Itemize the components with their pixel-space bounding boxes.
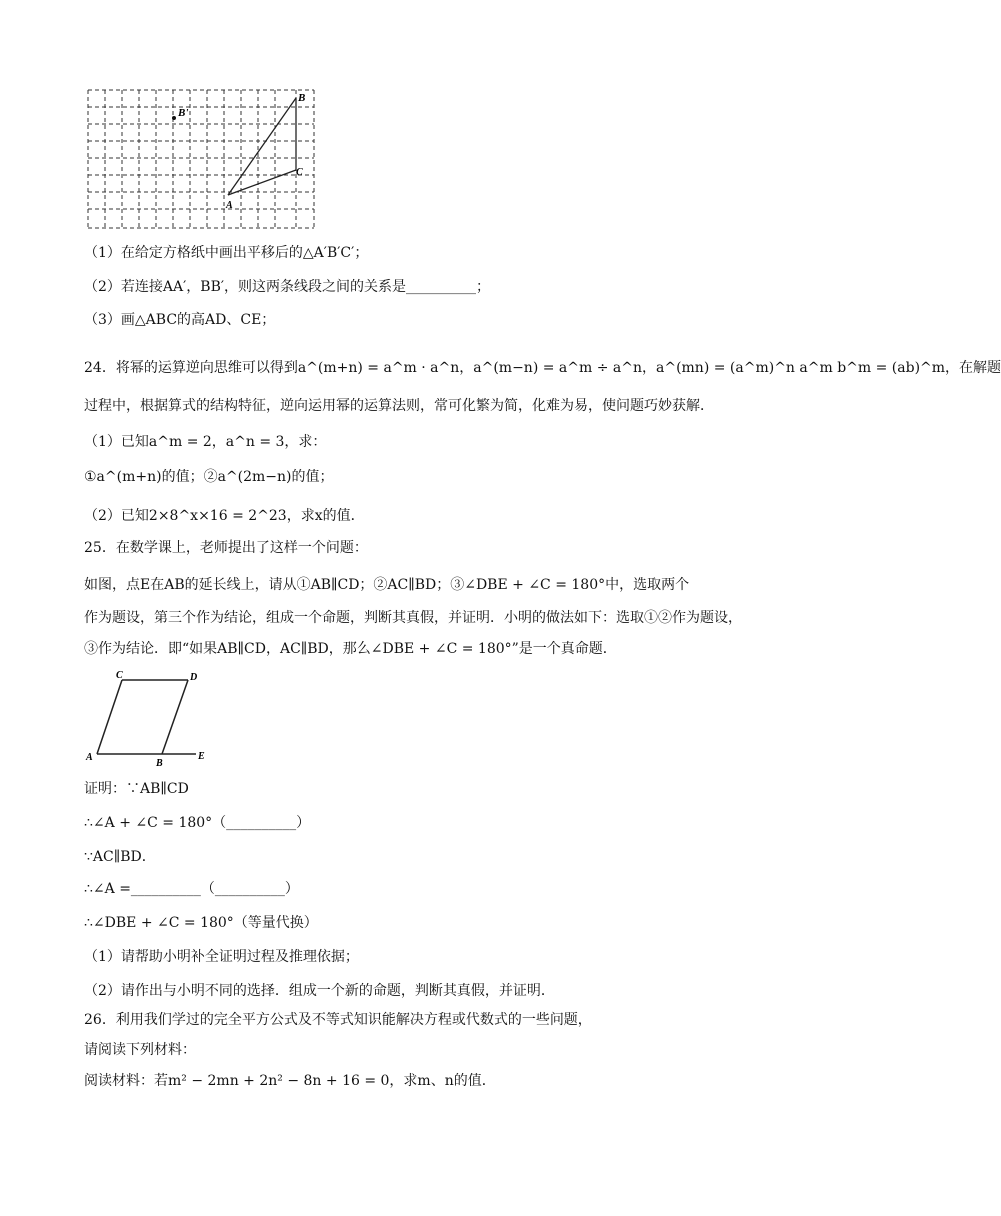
q25-text-2: 作为题设，第三个作为结论，组成一个命题，判断其真假，并证明．小明的做法如下：选取①②作为题设，	[84, 610, 742, 626]
point-b-prime	[172, 116, 176, 120]
label-b: B	[298, 92, 306, 104]
grid-figure	[86, 88, 316, 232]
q25-proof-2: ∴∠A + ∠C = 180°（__________）	[84, 815, 311, 831]
q26-title: 26．利用我们学过的完全平方公式及不等式知识能解决方程或代数式的一些问题，	[84, 1012, 592, 1028]
label-e: E	[198, 751, 205, 762]
q25-part1: （1）请帮助小明补全证明过程及推理依据；	[84, 949, 359, 965]
q25-proof-4: ∴∠A =__________（__________）	[84, 881, 299, 897]
q25-proof-3: ∵AC∥BD．	[84, 849, 156, 865]
label-c: C	[116, 670, 123, 681]
q26-text-2: 阅读材料：若m² − 2mn + 2n² − 8n + 16 = 0，求m、n的值．	[84, 1073, 496, 1089]
q23-part3: （3）画△ABC的高AD、CE；	[84, 312, 276, 328]
q24-intro: 24．将幂的运算逆向思维可以得到a^(m+n) = a^m · a^n，a^(m−n) = a^m ÷ a^n，a^(mn) = (a^m)^n a^m b^m = (ab)^m，在解题	[84, 360, 1001, 376]
parallelogram-figure	[84, 668, 214, 768]
q25-text-1: 如图，点E在AB的延长线上，请从①AB∥CD；②AC∥BD；③∠DBE + ∠C = 180°中，选取两个	[84, 577, 690, 593]
q24-part2: （2）已知2×8^x×16 = 2^23，求x的值．	[84, 508, 365, 524]
q25-proof-1: 证明：∵AB∥CD	[84, 781, 189, 797]
label-c: C	[296, 167, 303, 178]
grid-svg	[86, 88, 316, 232]
label-d: D	[190, 672, 198, 683]
parallelogram-svg	[84, 668, 214, 768]
q24-part1: （1）已知a^m = 2，a^n = 3，求：	[84, 434, 327, 450]
q25-text-3: ③作为结论．即“如果AB∥CD，AC∥BD，那么∠DBE + ∠C = 180°”是一个真命题．	[84, 641, 617, 657]
triangle-abc	[228, 98, 296, 195]
q25-part2: （2）请作出与小明不同的选择．组成一个新的命题，判断其真假，并证明．	[84, 983, 555, 999]
label-b-prime: B'	[178, 107, 189, 119]
q26-text-1: 请阅读下列材料：	[84, 1042, 196, 1058]
q25-proof-5: ∴∠DBE + ∠C = 180°（等量代换）	[84, 915, 318, 931]
q25-title: 25．在数学课上，老师提出了这样一个问题：	[84, 540, 368, 556]
label-a: A	[86, 752, 93, 763]
q24-part1-items: ①a^(m+n)的值；②a^(2m−n)的值；	[84, 469, 334, 485]
q23-part2: （2）若连接AA′，BB′，则这两条线段之间的关系是__________；	[84, 279, 491, 295]
q24-intro-2: 过程中，根据算式的结构特征，逆向运用幂的运算法则，常可化繁为简，化难为易，使问题巧妙获解．	[84, 398, 714, 414]
label-b: B	[156, 758, 163, 769]
q23-part1: （1）在给定方格纸中画出平移后的△A′B′C′；	[84, 245, 369, 261]
label-a: A	[226, 200, 233, 211]
